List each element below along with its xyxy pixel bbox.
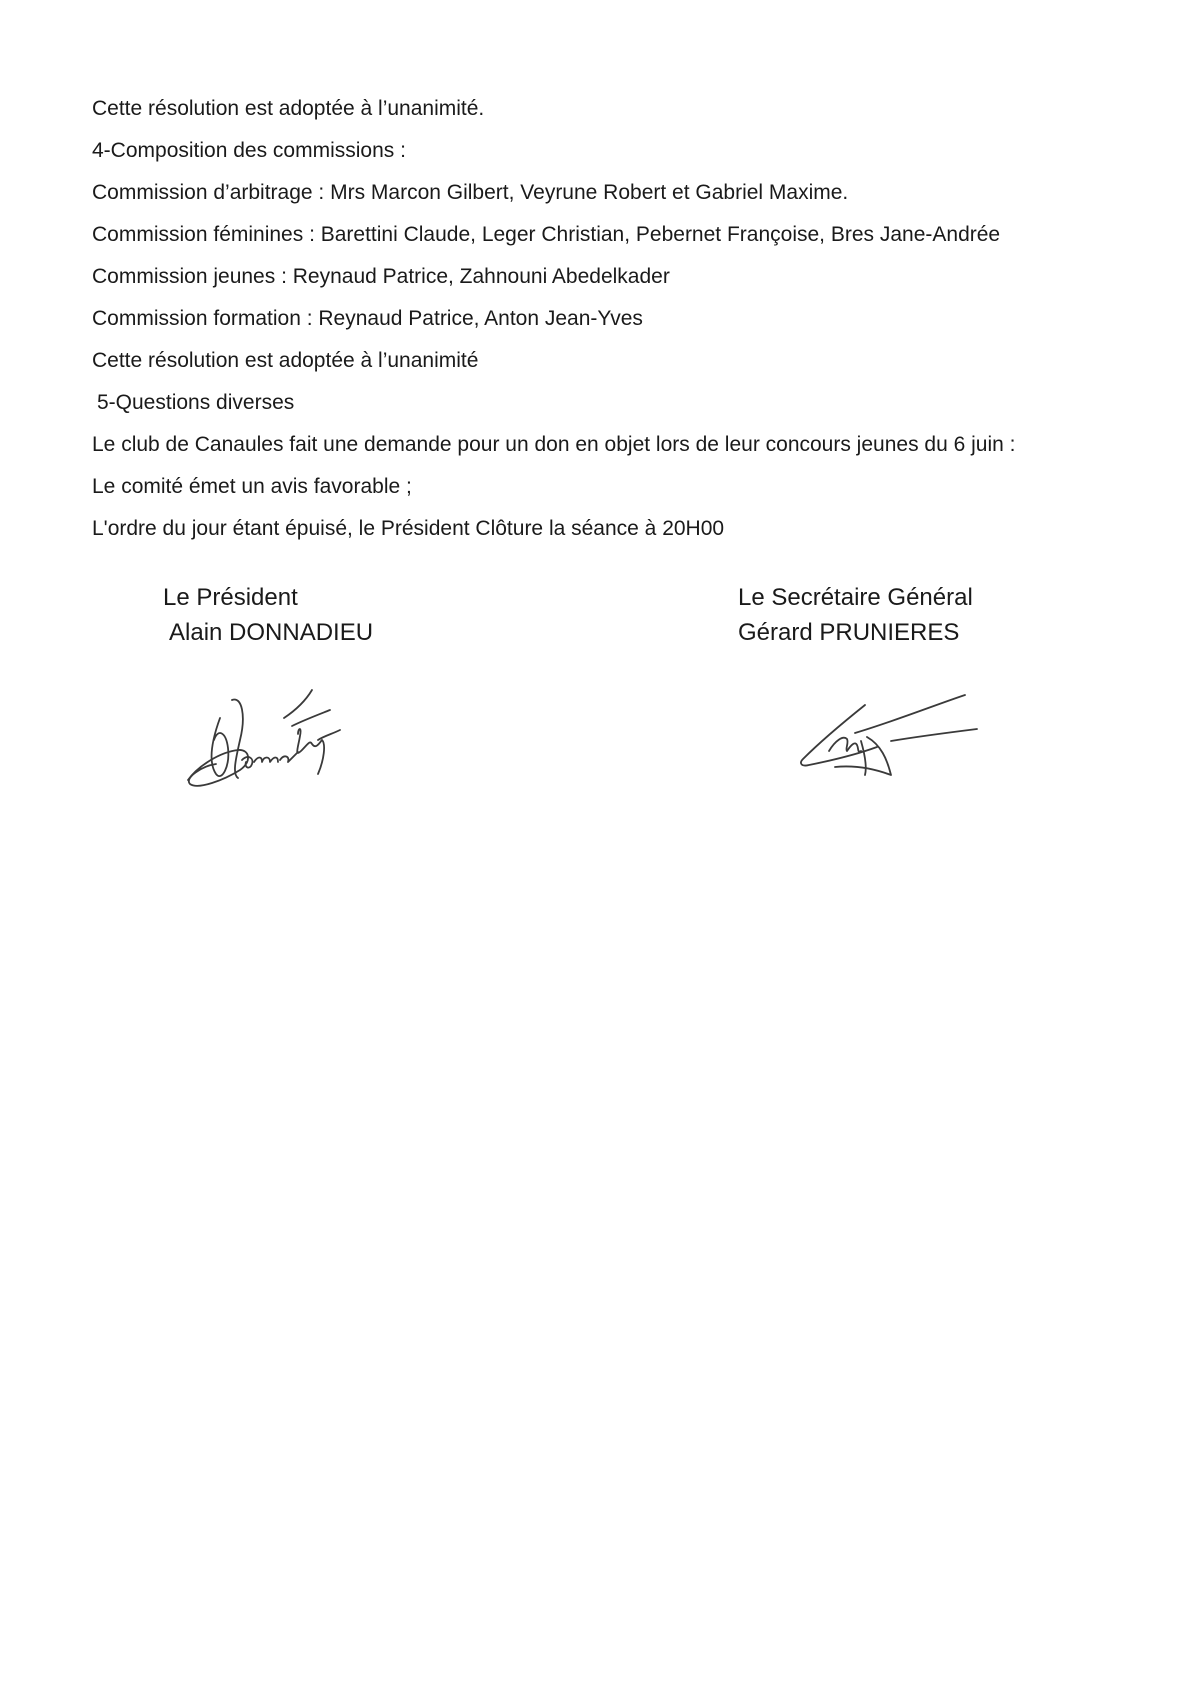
secretary-handwritten-signature <box>795 685 985 780</box>
signature-block-president <box>163 580 373 650</box>
paragraph-commission-formation: Commission formation : Reynaud Patrice, Anton Jean-Yves <box>92 307 643 330</box>
paragraph-resolution-adopted-2: Cette résolution est adoptée à l’unanimité <box>92 349 479 372</box>
signatory-role: Le Président <box>163 584 298 611</box>
section-heading-commissions: 4-Composition des commissions : <box>92 139 406 162</box>
paragraph-commission-feminines: Commission féminines : Barettini Claude, Leger Christian, Pebernet Françoise, Bres Jane-Andrée <box>92 223 1001 246</box>
signatory-name: Gérard PRUNIERES <box>738 619 960 646</box>
paragraph-commission-arbitrage: Commission d’arbitrage : Mrs Marcon Gilbert, Veyrune Robert et Gabriel Maxime. <box>92 181 849 204</box>
signatory-name: Alain DONNADIEU <box>169 619 374 646</box>
section-heading-questions-diverses: 5-Questions diverses <box>97 391 295 414</box>
paragraph-committee-opinion: Le comité émet un avis favorable ; <box>92 475 412 498</box>
minutes-body <box>92 96 1122 558</box>
president-handwritten-signature <box>180 670 360 795</box>
signature-block-secretary <box>738 580 973 650</box>
paragraph-commission-jeunes: Commission jeunes : Reynaud Patrice, Zahnouni Abedelkader <box>92 265 670 288</box>
paragraph-canaules-request: Le club de Canaules fait une demande pour un don en objet lors de leur concours jeunes du 6 juin : <box>92 433 1016 456</box>
paragraph-resolution-adopted-1: Cette résolution est adoptée à l’unanimité. <box>92 97 485 120</box>
paragraph-session-closing: L'ordre du jour étant épuisé, le Président Clôture la séance à 20H00 <box>92 517 725 540</box>
signatory-role: Le Secrétaire Général <box>738 584 973 611</box>
